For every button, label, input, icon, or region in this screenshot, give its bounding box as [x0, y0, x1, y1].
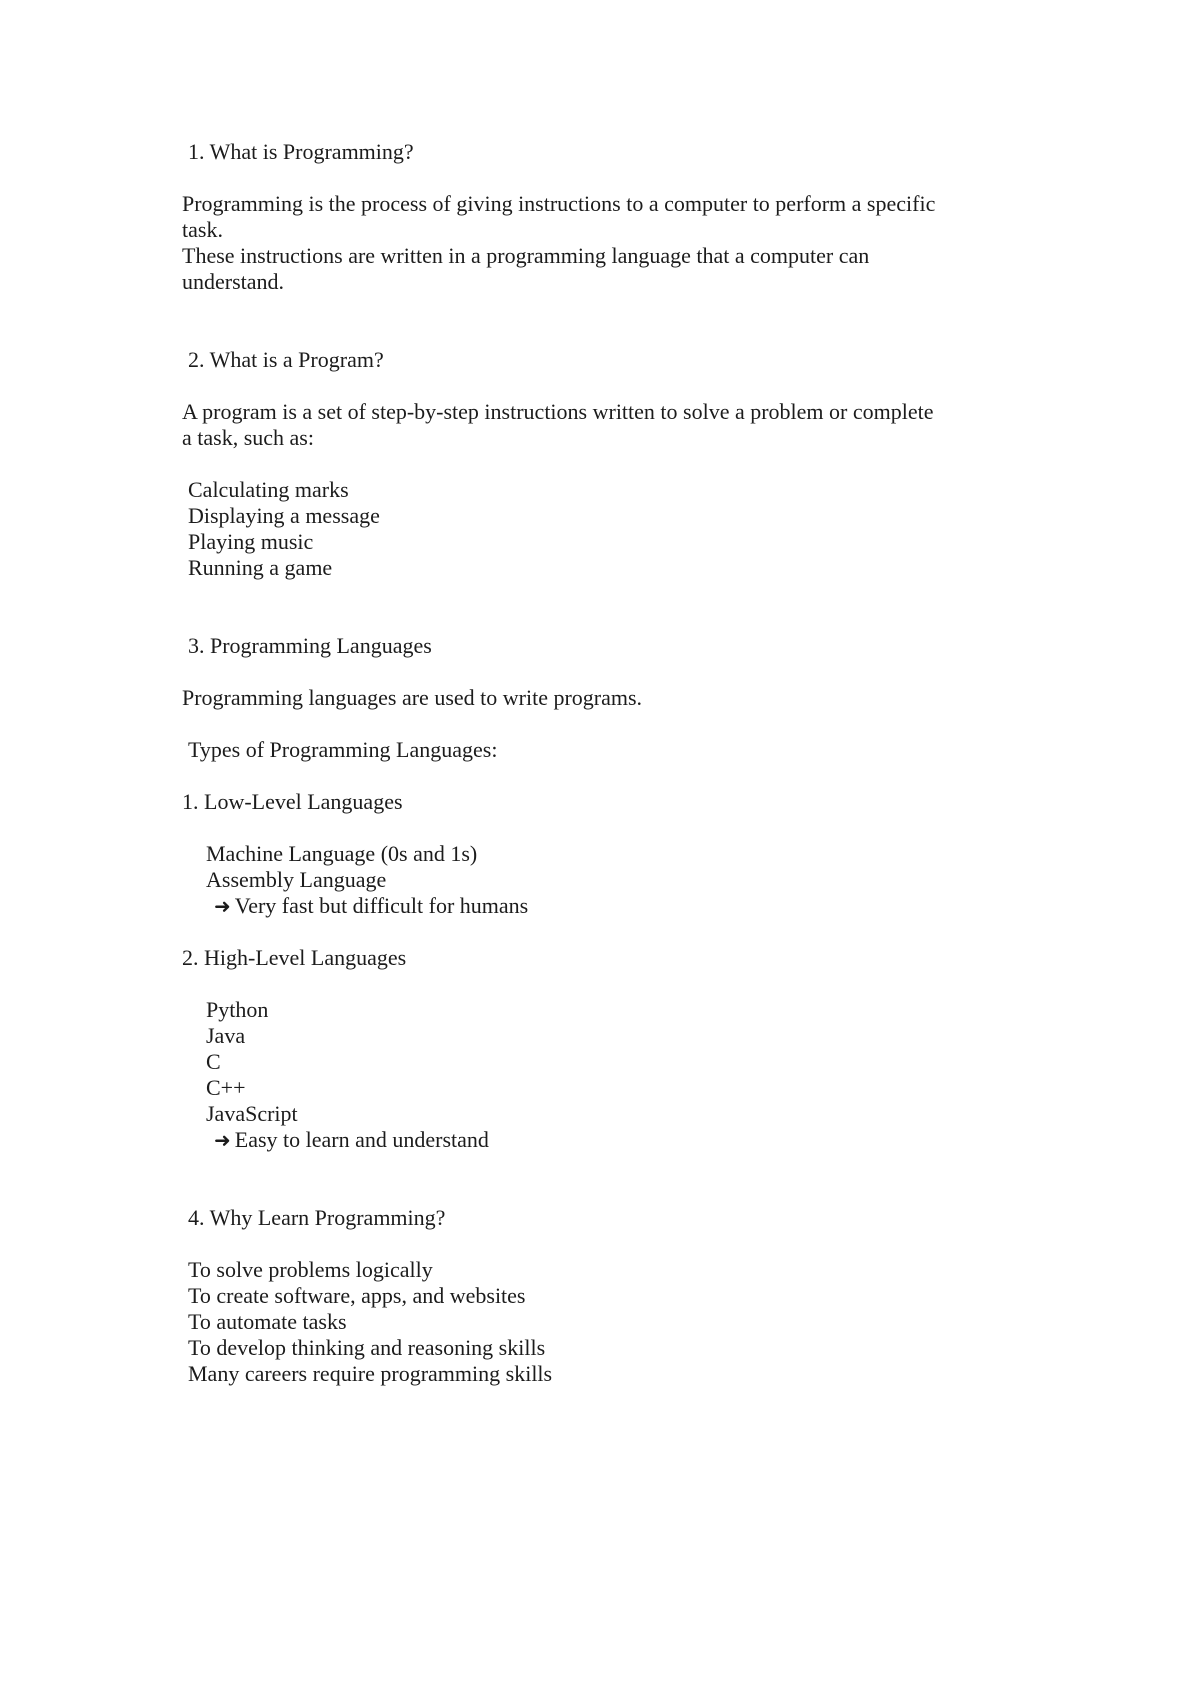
section-1-paragraph-line: Programming is the process of giving instructions to a computer to perform a specific	[182, 191, 936, 216]
section-2-list-item: Displaying a message	[188, 503, 380, 528]
section-2-paragraph-line: A program is a set of step-by-step instructions written to solve a problem or complete	[182, 399, 934, 424]
section-2-heading: 2. What is a Program?	[188, 347, 384, 372]
section-4-list-item: To develop thinking and reasoning skills	[188, 1335, 546, 1360]
high-level-list-item: C++	[206, 1075, 246, 1100]
section-4-list-item: To solve problems logically	[188, 1257, 433, 1282]
high-level-list-item: Python	[206, 997, 269, 1022]
section-1-heading: 1. What is Programming?	[188, 139, 414, 164]
section-2-paragraph-line: a task, such as:	[182, 425, 314, 450]
section-1-paragraph-line: These instructions are written in a programming language that a computer can	[182, 243, 870, 268]
arrow-right-icon: ➜	[214, 894, 231, 918]
low-level-note-text: Very fast but difficult for humans	[234, 893, 529, 918]
high-level-heading: 2. High-Level Languages	[182, 945, 407, 970]
section-4-heading: 4. Why Learn Programming?	[188, 1205, 446, 1230]
section-2-list-item: Playing music	[188, 529, 314, 554]
section-1-paragraph-line: understand.	[182, 269, 285, 294]
section-4-list-item: To automate tasks	[188, 1309, 347, 1334]
high-level-list-item: JavaScript	[206, 1101, 298, 1126]
low-level-heading: 1. Low-Level Languages	[182, 789, 403, 814]
high-level-note-text: Easy to learn and understand	[234, 1127, 489, 1152]
section-2-list-item: Calculating marks	[188, 477, 349, 502]
low-level-note	[214, 892, 528, 920]
section-3-types-heading: Types of Programming Languages:	[188, 737, 498, 762]
high-level-note	[214, 1126, 489, 1154]
section-1-paragraph-line: task.	[182, 217, 223, 242]
low-level-list-item: Assembly Language	[206, 867, 387, 892]
section-4-list-item: To create software, apps, and websites	[188, 1283, 526, 1308]
section-3-intro: Programming languages are used to write programs.	[182, 685, 643, 710]
arrow-right-icon: ➜	[214, 1128, 231, 1152]
low-level-list-item: Machine Language (0s and 1s)	[206, 841, 478, 866]
high-level-list-item: C	[206, 1049, 221, 1074]
section-4-list-item: Many careers require programming skills	[188, 1361, 553, 1386]
section-2-list-item: Running a game	[188, 555, 333, 580]
high-level-list-item: Java	[206, 1023, 246, 1048]
section-3-heading: 3. Programming Languages	[188, 633, 432, 658]
